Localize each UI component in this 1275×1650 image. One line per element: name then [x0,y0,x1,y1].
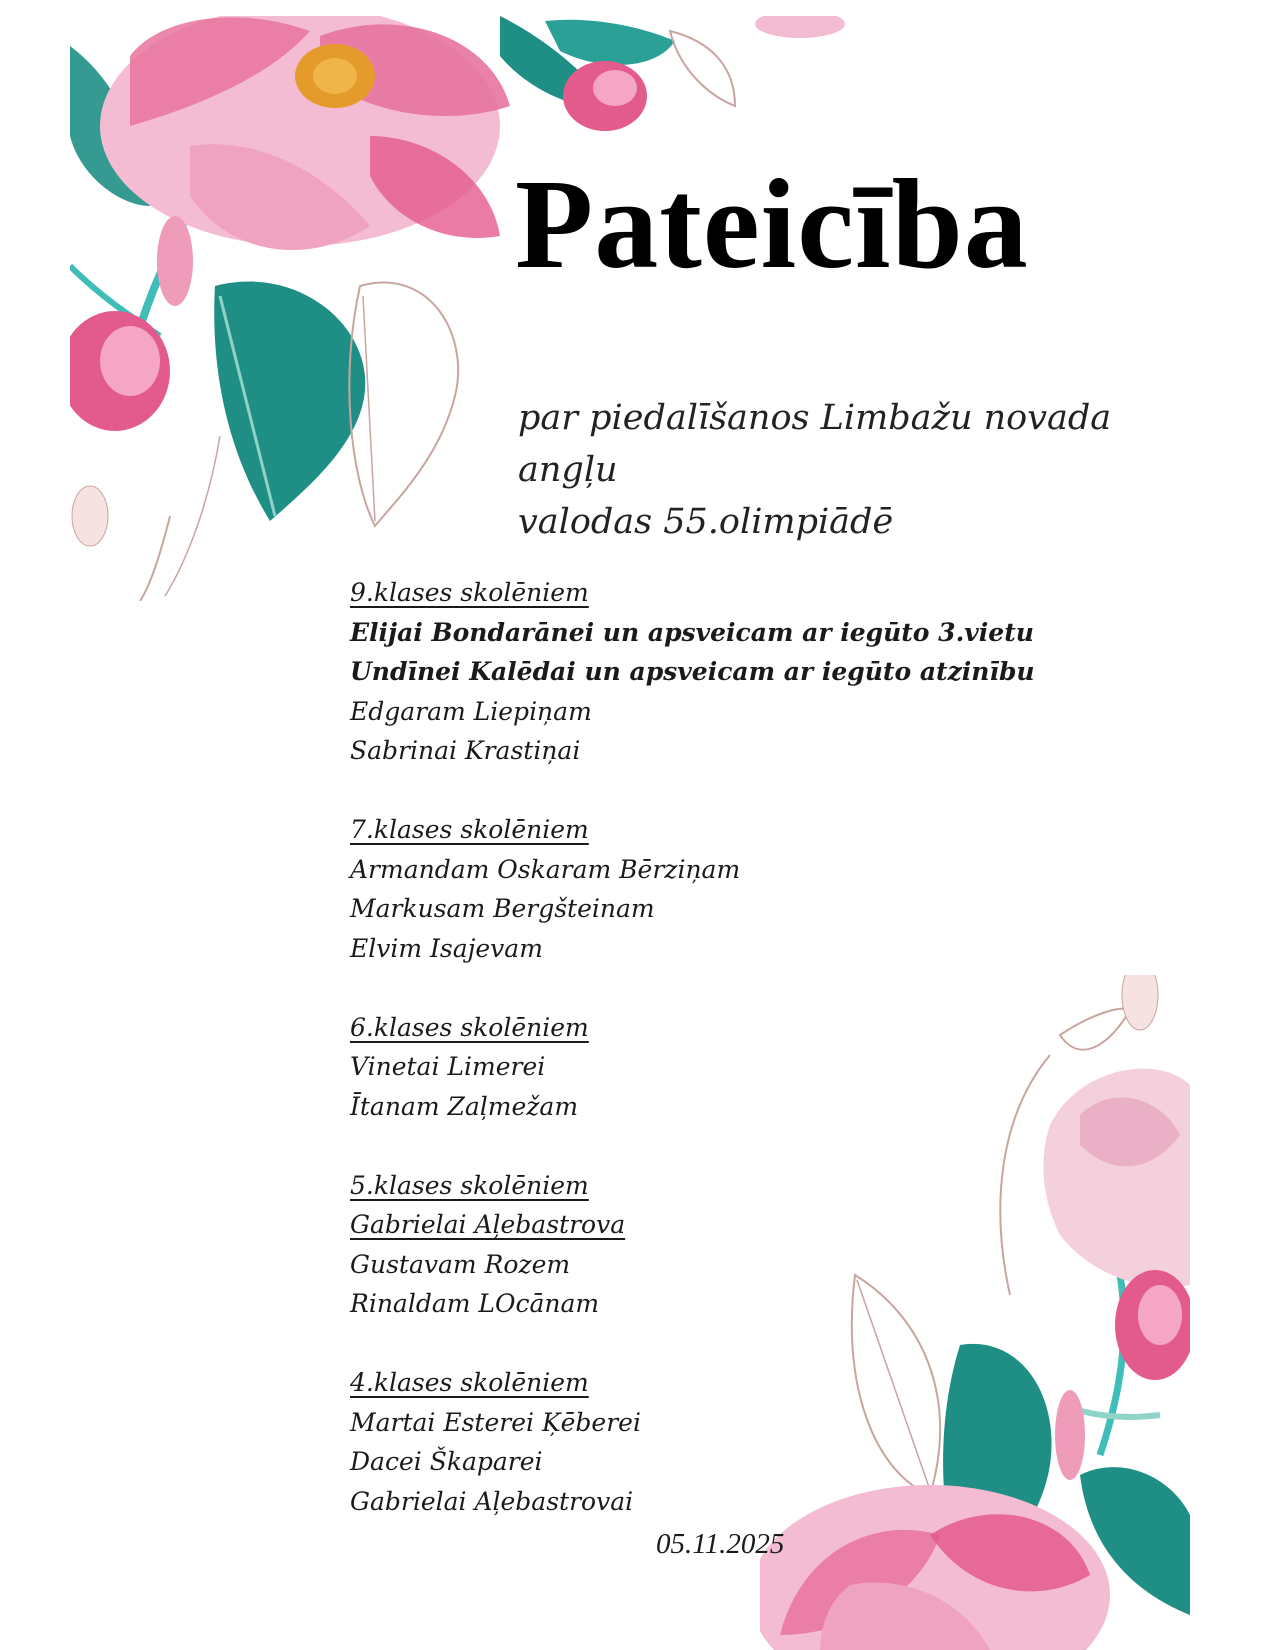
class-heading [350,1363,1110,1403]
class-group [350,810,1110,968]
student-name [350,1482,1110,1522]
student-name [350,1403,1110,1443]
line-leaf [140,516,170,601]
leaf [545,20,675,65]
student-name-text: Elvim Isajevam [350,933,543,963]
student-name-text: Armandam Oskaram Bērziņam [350,854,741,884]
class-heading [350,573,1110,613]
class-heading-text: 9.klases skolēniem [350,578,589,607]
student-name [350,652,1110,692]
recipient-list [350,573,1110,1561]
class-heading [350,1008,1110,1048]
class-heading [350,1166,1110,1206]
student-name-text: Gabrielai Aļebastrovai [350,1486,634,1516]
certificate-subtitle [518,392,1198,548]
student-name-text: Undīnei Kalēdai un apsveicam ar iegūto atzinību [350,657,1035,686]
student-name [350,850,1110,890]
class-group [350,1166,1110,1324]
class-heading-text: 5.klases skolēniem [350,1170,589,1200]
subtitle-line: par piedalīšanos Limbažu novada angļu [518,398,1112,490]
student-name [350,1205,1110,1245]
class-heading-text: 4.klases skolēniem [350,1368,589,1397]
flower-bud [1138,1285,1182,1345]
student-name [350,1284,1110,1324]
flower-bud [1122,975,1158,1030]
class-group [350,573,1110,771]
flower-bud [72,486,108,546]
student-name-text: Elijai Bondarānei un apsveicam ar iegūto 3.vietu [350,617,1034,647]
class-group [350,1363,1110,1521]
class-group [350,1008,1110,1127]
student-name [350,731,1110,771]
student-name-text: Dacei Škaparei [350,1447,543,1476]
student-name [350,1442,1110,1482]
class-heading-text: 6.klases skolēniem [350,1012,589,1042]
student-name-text: Markusam Bergšteinam [350,894,655,923]
student-name [350,692,1110,732]
line-leaf [363,296,375,521]
class-heading [350,810,1110,850]
student-name-text: Vinetai Limerei [350,1052,546,1081]
student-name [350,1047,1110,1087]
student-name-text: Ītanam Zaļmežam [350,1091,579,1121]
class-heading-text: 7.klases skolēniem [350,815,589,844]
flower-bud [157,216,193,306]
student-name [350,929,1110,969]
flower-bud [593,70,637,106]
subtitle-line: valodas 55.olimpiādē [518,502,894,542]
peony-flower [100,16,510,250]
student-name-text: Martai Esterei Ķēberei [350,1407,641,1437]
student-name [350,1087,1110,1127]
certificate-title: Pateicība [515,153,1029,295]
student-name-text: Rinaldam LOcānam [350,1289,600,1318]
student-name [350,613,1110,653]
student-name-text: Gustavam Rozem [350,1249,571,1279]
student-name-text: Sabrinai Krastiņai [350,736,581,765]
flower-bud [755,16,845,38]
student-name-text: Gabrielai Aļebastrova [350,1210,626,1239]
leaf [214,282,365,521]
student-name [350,1245,1110,1285]
certificate-date: 05.11.2025 [656,1528,785,1560]
line-leaf [165,436,220,596]
flower-bud [100,326,160,396]
line-leaf [349,283,458,526]
line-leaf [670,31,735,106]
student-name [350,889,1110,929]
student-name-text: Edgaram Liepiņam [350,696,592,726]
